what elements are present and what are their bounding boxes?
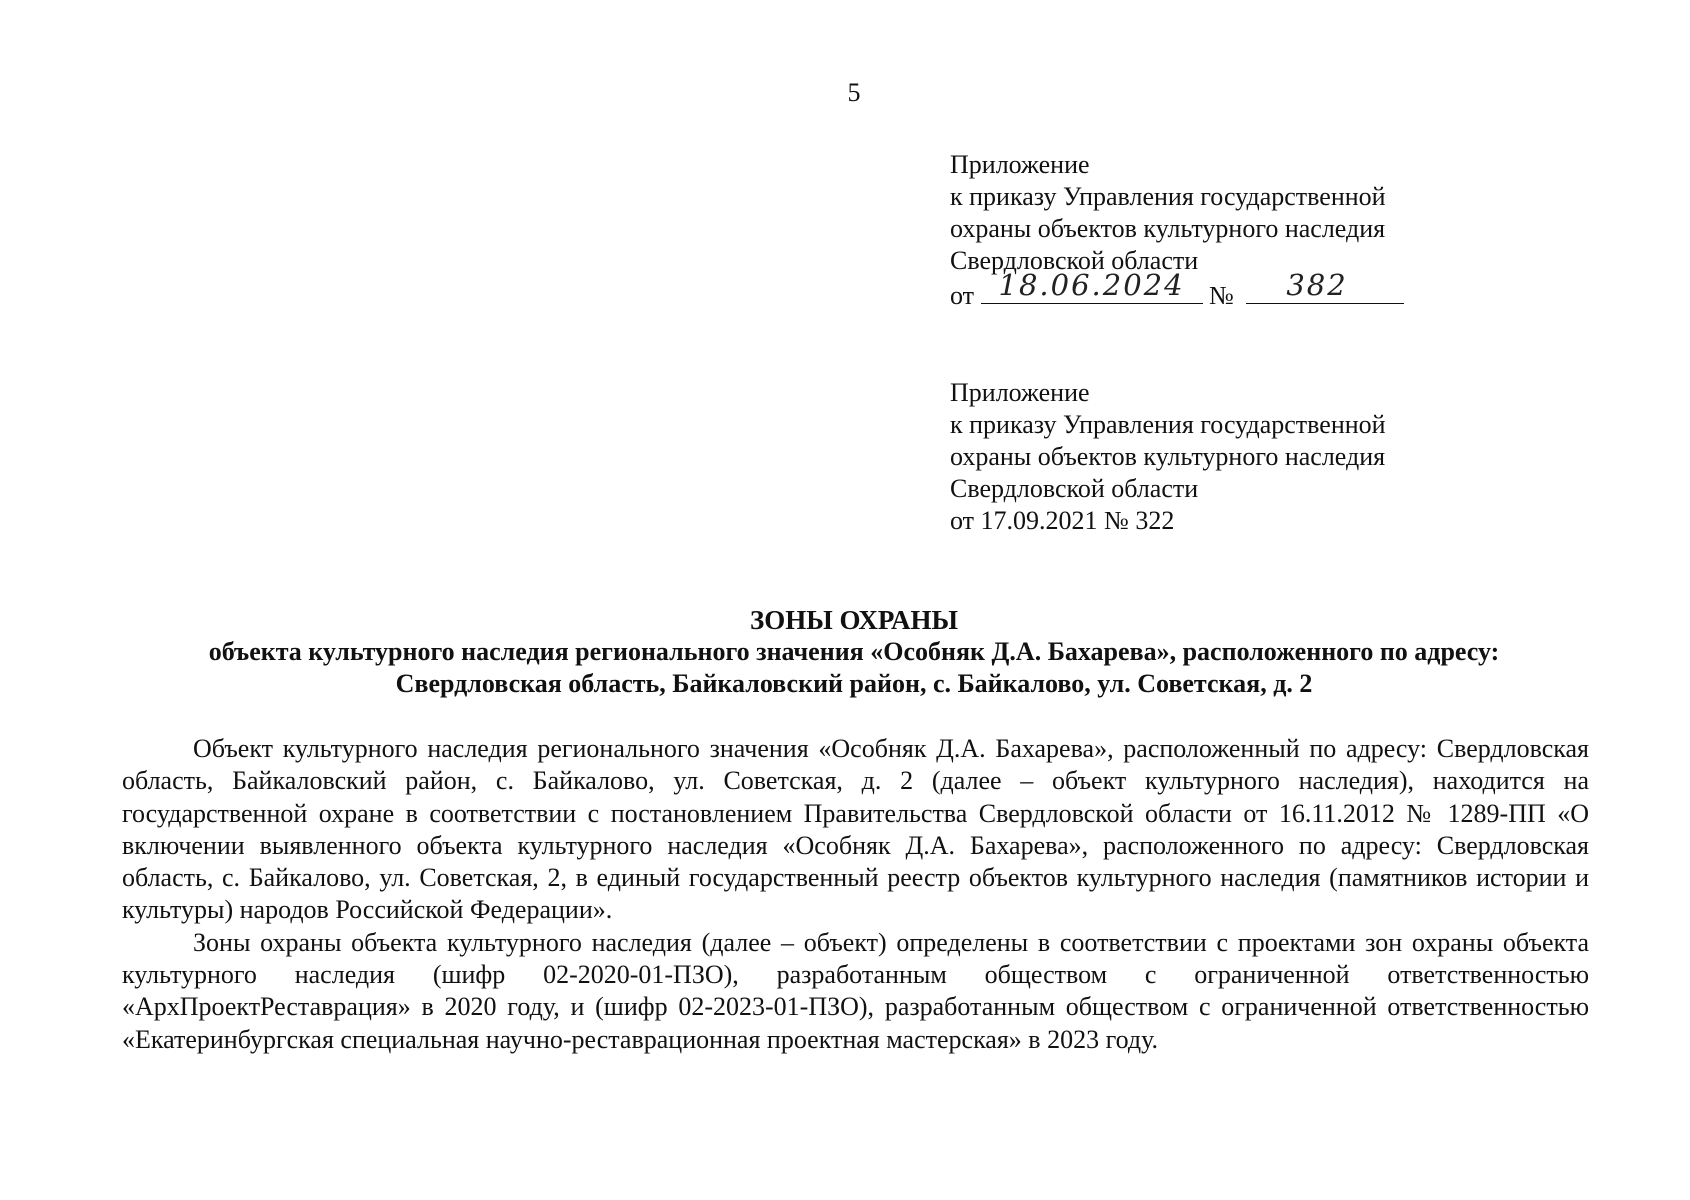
appendix-date-number-line bbox=[950, 268, 1510, 312]
title-main: ЗОНЫ ОХРАНЫ bbox=[750, 605, 958, 635]
title-subtitle-line1: объекта культурного наследия регионального значения «Особняк Д.А. Бахарева», расположенного по адресу: bbox=[208, 637, 1500, 666]
from-label: от bbox=[950, 281, 975, 310]
appendix-authority-line: охраны объектов культурного наследия bbox=[950, 442, 1386, 471]
title-subtitle-line2: Свердловская область, Байкаловский район, с. Байкалово, ул. Советская, д. 2 bbox=[395, 669, 1313, 698]
date-fill-field bbox=[981, 268, 1203, 304]
paragraph: Зоны охраны объекта культурного наследия (далее – объект) определены в соответствии с проектами зон охраны объекта культурного наследия (шифр 02-2020-01-ПЗО), разработанным обществом с ограниченной ответственностью «АрхПроектРеставрация» в 2020 году, и (шифр 02-2023-01-ПЗО), разработанным обществом с ограниченной ответственностью «Екатеринбургская специальная научно-реставрационная проектная мастерская» в 2023 году. bbox=[122, 927, 1589, 1054]
appendix-header-previous bbox=[950, 377, 1510, 537]
appendix-authority-line: охраны объектов культурного наследия bbox=[950, 214, 1386, 243]
number-sign: № bbox=[1209, 281, 1234, 310]
appendix-label: Приложение bbox=[950, 150, 1090, 179]
appendix-order-line: к приказу Управления государственной bbox=[950, 182, 1386, 211]
document-title bbox=[120, 604, 1588, 700]
paragraph: Объект культурного наследия регионального значения «Особняк Д.А. Бахарева», расположенный по адресу: Свердловская область, Байкаловский район, с. Байкалово, ул. Советская, д. 2 (далее – объект культурного наследия), находится на государственной охране в соответствии с постановлением Правительства Свердловской области от 16.11.2012 № 1289-ПП «О включении выявленного объекта культурного наследия «Особняк Д.А. Бахарева», расположенного по адресу: Свердловская область, с. Байкалово, ул. Советская, 2, в единый государственный реестр объектов культурного наследия (памятников истории и культуры) народов Российской Федерации». bbox=[122, 734, 1589, 925]
handwritten-number: 382 bbox=[1286, 268, 1348, 302]
handwritten-date: 18.06.2024 bbox=[998, 268, 1185, 302]
appendix-region-line: Свердловской области bbox=[950, 474, 1199, 503]
appendix-date-number-line: от 17.09.2021 № 322 bbox=[950, 506, 1175, 535]
page-number: 5 bbox=[847, 78, 861, 107]
appendix-header-current bbox=[950, 149, 1510, 312]
appendix-label: Приложение bbox=[950, 378, 1090, 407]
document-body bbox=[122, 733, 1589, 1056]
appendix-region-line: Свердловской области bbox=[950, 246, 1199, 275]
number-fill-field bbox=[1246, 268, 1404, 304]
appendix-order-line: к приказу Управления государственной bbox=[950, 410, 1386, 439]
